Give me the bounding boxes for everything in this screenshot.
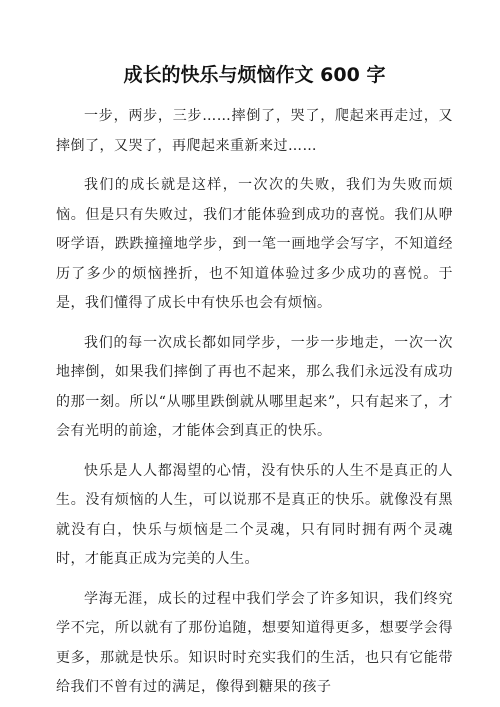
paragraph-1: 一步，两步，三步……摔倒了，哭了，爬起来再走过，又摔倒了，又哭了，再爬起来重新来过…… (56, 108, 453, 154)
paragraph-3: 我们的每一次成长都如同学步，一步一步地走，一次一次地摔倒，如果我们摔倒了再也不起来，那么我们永远没有成功的那一刻。所以“从哪里跌倒就从哪里起来”，只有起来了，才会有光明的前途，才能体会到真正的快乐。 (56, 334, 453, 439)
page-title: 成长的快乐与烦恼作文 600 字 (123, 64, 386, 86)
paragraph-2: 我们的成长就是这样，一次次的失败，我们为失败而烦恼。但是只有失败过，我们才能体验到成功的喜悦。我们从咿呀学语，跌跌撞撞地学步，到一笔一画地学会写字，不知道经历了多少的烦恼挫折，也不知道体验过多少成功的喜悦。于是，我们懂得了成长中有快乐也会有烦恼。 (56, 177, 453, 311)
paragraph-5: 学海无涯，成长的过程中我们学会了许多知识，我们终究学不完，所以就有了那份追随，想要知道得更多，想要学会得更多，那就是快乐。知识时时充实我们的生活，也只有它能带给我们不曾有过的满足，像得到糖果的孩子 (56, 590, 453, 695)
paragraph-4: 快乐是人人都渴望的心情，没有快乐的人生不是真正的人生。没有烦恼的人生，可以说那不是真正的快乐。就像没有黑就没有白，快乐与烦恼是二个灵魂，只有同时拥有两个灵魂时，才能真正成为完美的人生。 (56, 462, 453, 567)
